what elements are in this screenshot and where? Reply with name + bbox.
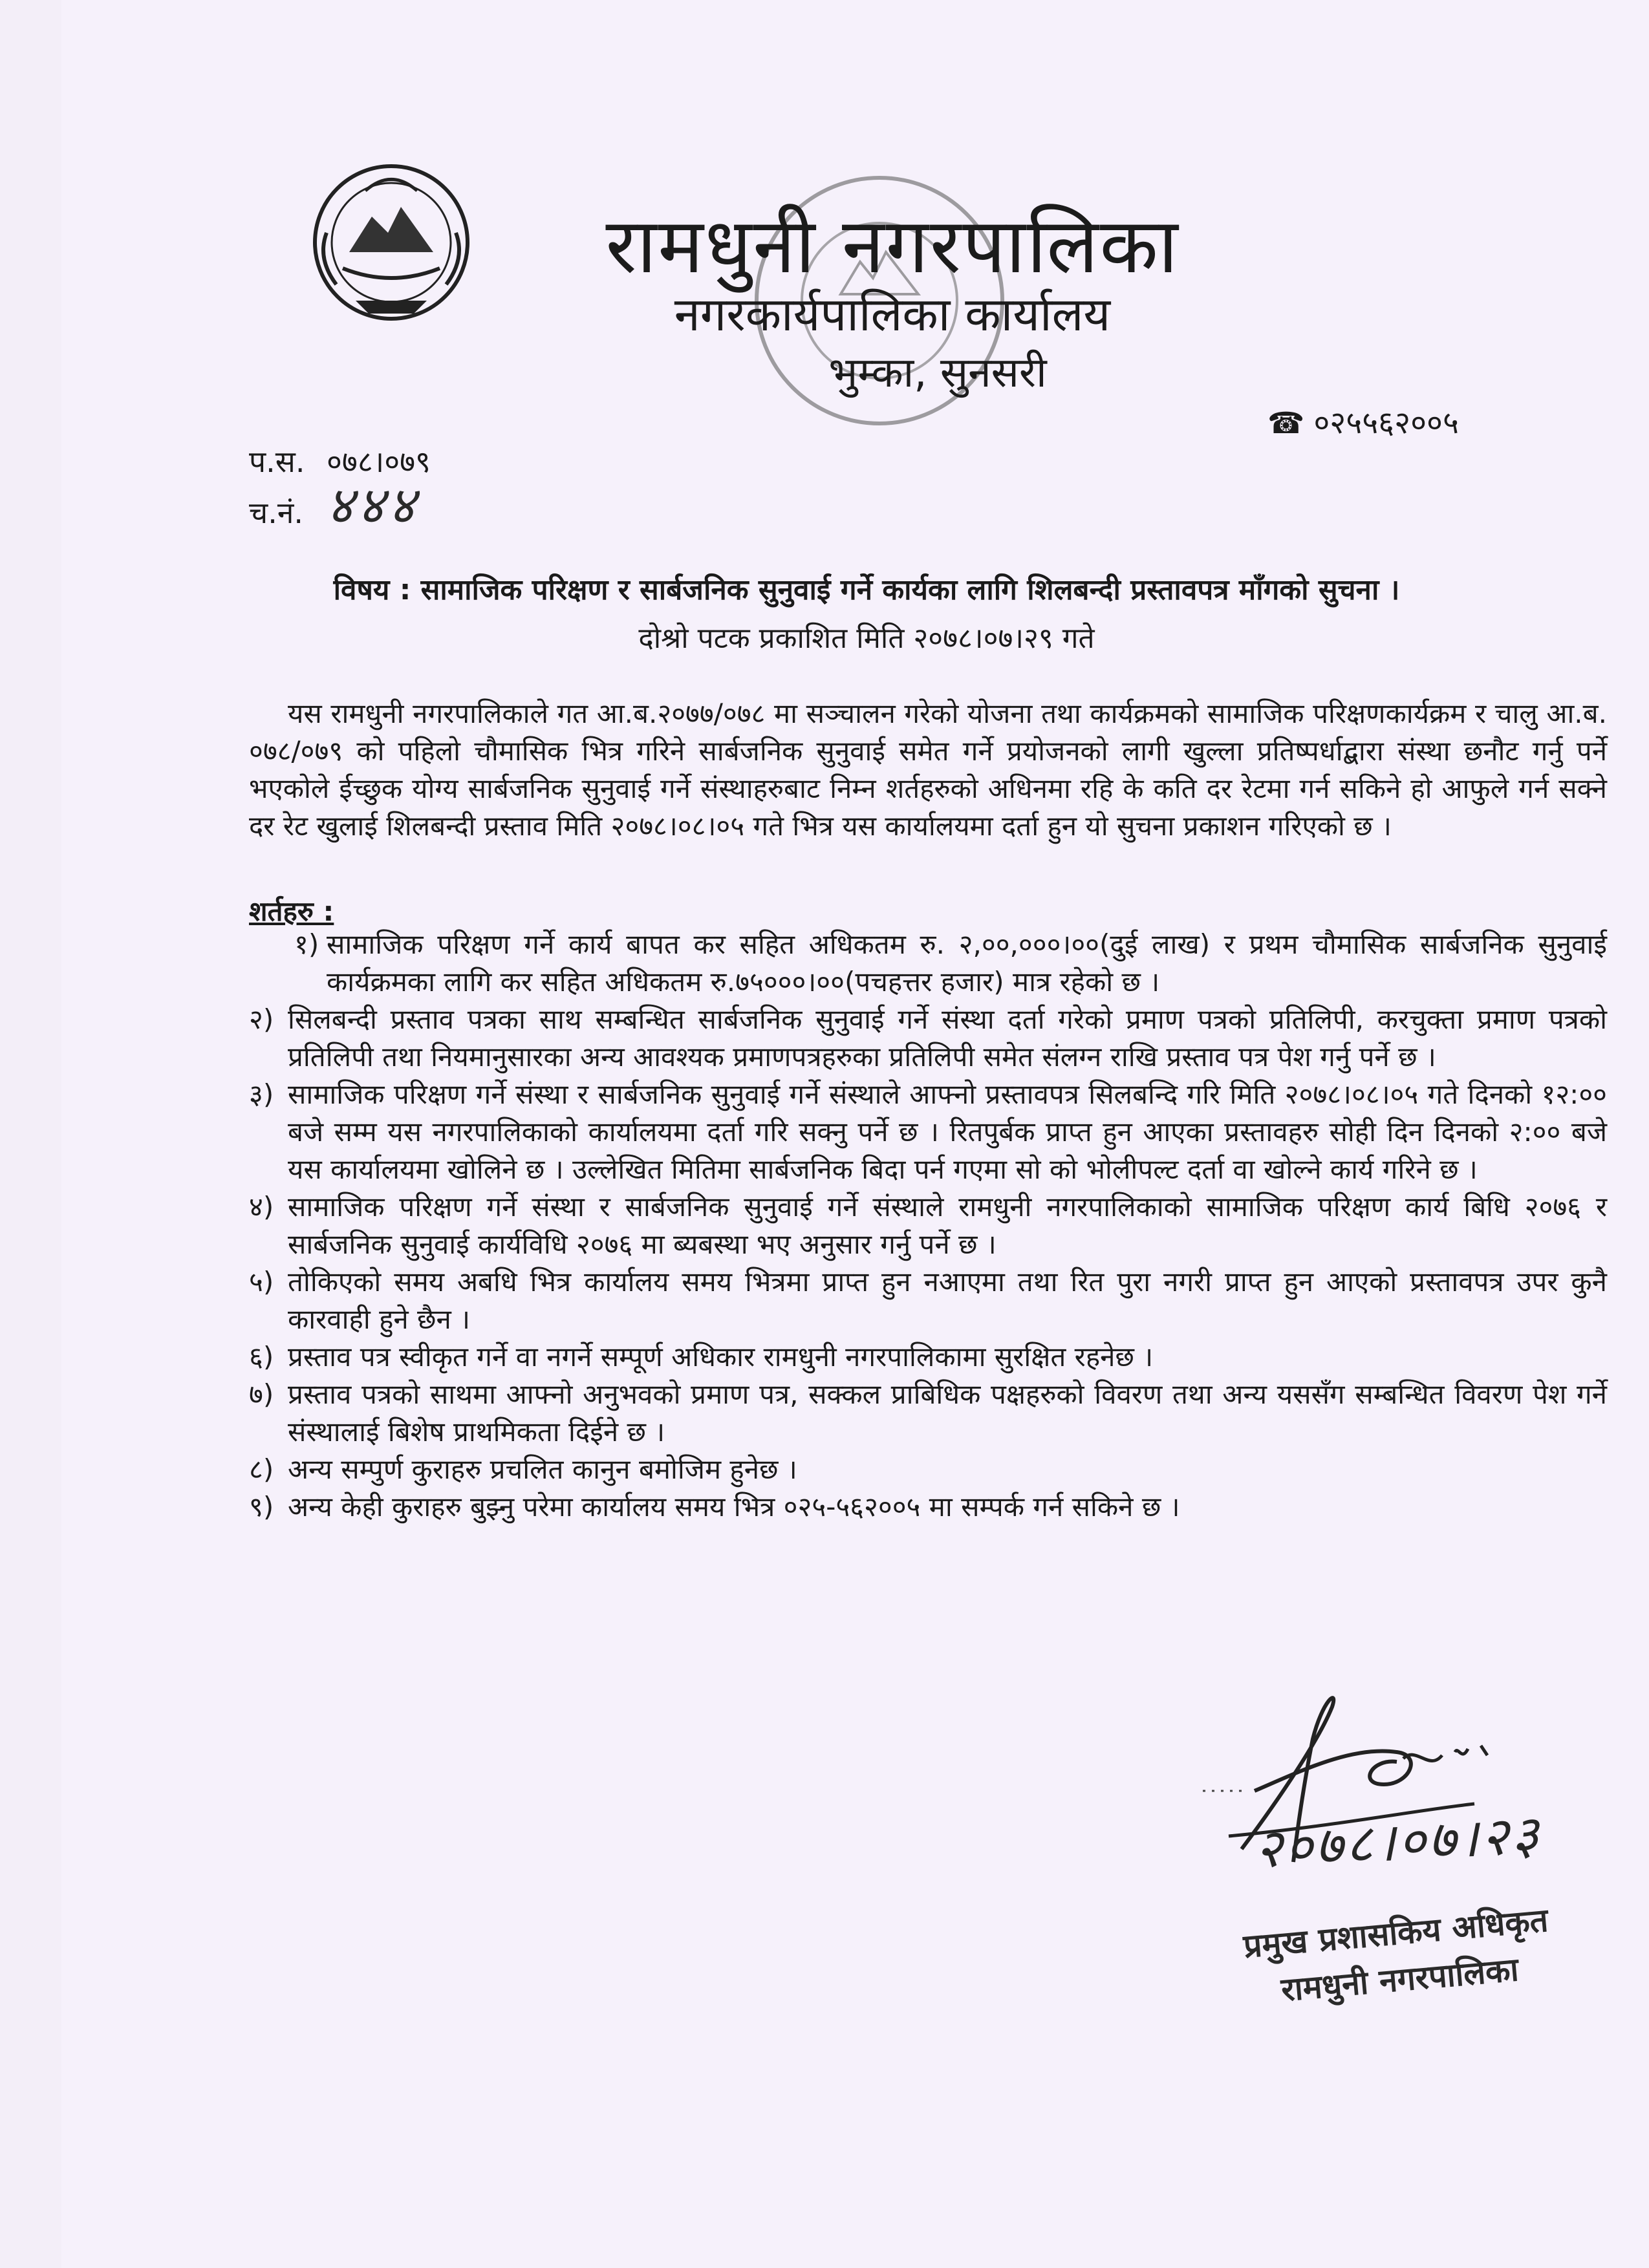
- term-item: [249, 1451, 1607, 1488]
- term-item: [249, 1001, 1607, 1076]
- term-item: [249, 926, 1607, 1001]
- government-emblem: [304, 155, 479, 330]
- signatory-office: रामधुनी नगरपालिका: [1279, 1951, 1520, 2009]
- term-text: सामाजिक परिक्षण गर्ने संस्था र सार्बजनिक सुनुवाई गर्ने संस्थाले आफ्नो प्रस्तावपत्र सिलबन्दि गरि मिति २०७८।०८।०५ गते दिनको १२:०० बजे सम्म यस नगरपालिकाको कार्यालयमा दर्ता गरि सक्नु पर्ने छ । रितपुर्बक प्राप्त हुन आएका प्रस्तावहरु सोही दिन दिनको २:०० बजे यस कार्यालयमा खोलिने छ । उल्लेखित मितिमा सार्बजनिक बिदा पर्न गएमा सो को भोलीपल्ट दर्ता वा खोल्ने कार्य गरिने छ ।: [288, 1078, 1607, 1185]
- phone-number-line: [1267, 401, 1459, 443]
- signature-date: २०७८।०७।२३: [1253, 1804, 1543, 1881]
- notice-subject: विषय : सामाजिक परिक्षण र सार्बजनिक सुनुवाई गर्ने कार्यका लागि शिलबन्दी प्रस्तावपत्र माँगको सुचना ।: [333, 573, 1400, 606]
- term-number: १): [294, 928, 319, 960]
- terms-heading: शर्तहरु :: [249, 895, 334, 927]
- term-text: अन्य सम्पुर्ण कुराहरु प्रचलित कानुन बमोजिम हुनेछ ।: [288, 1453, 797, 1485]
- term-number: ७): [249, 1378, 274, 1410]
- term-number: ४): [249, 1191, 274, 1223]
- phone-number: ०२५५६२००५: [1313, 405, 1459, 441]
- cn-label: च.नं.: [249, 495, 303, 530]
- second-publication-date: दोश्रो पटक प्रकाशित मिति २०७८।०७।२९ गते: [638, 622, 1095, 655]
- term-text: सामाजिक परिक्षण गर्ने संस्था र सार्बजनिक सुनुवाई गर्ने संस्थाले रामधुनी नगरपालिकाको सामाजिक परिक्षण कार्य बिधि २०७६ र सार्बजनिक सुनुवाई कार्यविधि २०७६ मा ब्यबस्था भए अनुसार गर्नु पर्ने छ ।: [288, 1191, 1607, 1260]
- ps-value: ०७८।०७९: [327, 444, 431, 479]
- dispatch-number-ref: [249, 475, 431, 535]
- notice-body: यस रामधुनी नगरपालिकाले गत आ.ब.२०७७/०७८ मा सञ्चालन गरेको योजना तथा कार्यक्रमको सामाजिक परिक्षणकार्यक्रम र चालु आ.ब. ०७८/०७९ को पहिलो चौमासिक भित्र गरिने सार्बजनिक सुनुवाई समेत गर्ने प्रयोजनको लागी खुल्ला प्रतिष्पर्धाद्बारा संस्था छनौट गर्नु पर्ने भएकोले ईच्छुक योग्य सार्बजनिक सुनुवाई गर्ने संस्थाहरुबाट निम्न शर्तहरुको अधिनमा रहि के कति दर रेटमा गर्न सकिने हो आफुले गर्न सक्ने दर रेट खुलाई शिलबन्दी प्रस्ताव मिति २०७८।०८।०५ गते भित्र यस कार्यालयमा दर्ता हुन यो सुचना प्रकाशन गरिएको छ ।: [249, 698, 1607, 842]
- term-text: सामाजिक परिक्षण गर्ने कार्य बापत कर सहित अधिकतम रु. २,००,०००।००(दुई लाख) र प्रथम चौमासिक सार्बजनिक सुनुवाई कार्यक्रमका लागि कर सहित अधिकतम रु.७५०००।००(पचहत्तर हजार) मात्र रहेको छ ।: [327, 928, 1607, 998]
- office-name: नगरकार्यपालिका कार्यालय: [674, 287, 1111, 341]
- term-item: [249, 1263, 1607, 1338]
- term-item: [249, 1488, 1607, 1526]
- term-item: [249, 1376, 1607, 1451]
- term-text: सिलबन्दी प्रस्ताव पत्रका साथ सम्बन्धित सार्बजनिक सुनुवाई गर्ने संस्था दर्ता गरेको प्रमाण पत्रको प्रतिलिपी, करचुक्ता प्रमाण पत्रको प्रतिलिपी तथा नियमानुसारका अन्य आवश्यक प्रमाणपत्रहरुका प्रतिलिपी समेत संलग्न राखि प्रस्ताव पत्र पेश गर्नु पर्ने छ ।: [288, 1003, 1607, 1073]
- cn-value: ४४४: [327, 475, 419, 535]
- term-number: ५): [249, 1266, 274, 1298]
- term-number: ८): [249, 1453, 274, 1485]
- term-text: प्रस्ताव पत्र स्वीकृत गर्ने वा नगर्ने सम्पूर्ण अधिकार रामधुनी नगरपालिकामा सुरक्षित रहनेछ ।: [288, 1341, 1154, 1373]
- phone-icon: ☎: [1267, 405, 1305, 440]
- signatory-title: प्रमुख प्रशासकिय अधिकृत: [1242, 1901, 1550, 1965]
- term-text: अन्य केही कुराहरु बुझ्नु परेमा कार्यालय समय भित्र ०२५-५६२००५ मा सम्पर्क गर्न सकिने छ ।: [288, 1491, 1180, 1523]
- organization-name: रामधुनी नगरपालिका: [605, 201, 1180, 290]
- term-number: ६): [249, 1341, 274, 1373]
- term-number: ९): [249, 1491, 274, 1523]
- office-address: भुम्का, सुनसरी: [828, 349, 1047, 397]
- term-item: [249, 1076, 1607, 1188]
- term-item: [249, 1188, 1607, 1263]
- term-text: प्रस्ताव पत्रको साथमा आफ्नो अनुभवको प्रमाण पत्र, सक्कल प्राबिधिक पक्षहरुको विवरण तथा अन्य यससँग सम्बन्धित विवरण पेश गर्ने संस्थालाई बिशेष प्राथमिकता दिईने छ ।: [288, 1378, 1607, 1448]
- term-number: २): [249, 1003, 274, 1035]
- term-text: तोकिएको समय अबधि भित्र कार्यालय समय भित्रमा प्राप्त हुन नआएमा तथा रित पुरा नगरी प्राप्त हुन आएको प्रस्तावपत्र उपर कुनै कारवाही हुने छैन ।: [288, 1266, 1607, 1335]
- reference-block: [249, 440, 431, 535]
- term-item: [249, 1338, 1607, 1376]
- ps-label: प.स.: [249, 444, 305, 479]
- terms-list: [249, 926, 1607, 1526]
- term-number: ३): [249, 1078, 274, 1110]
